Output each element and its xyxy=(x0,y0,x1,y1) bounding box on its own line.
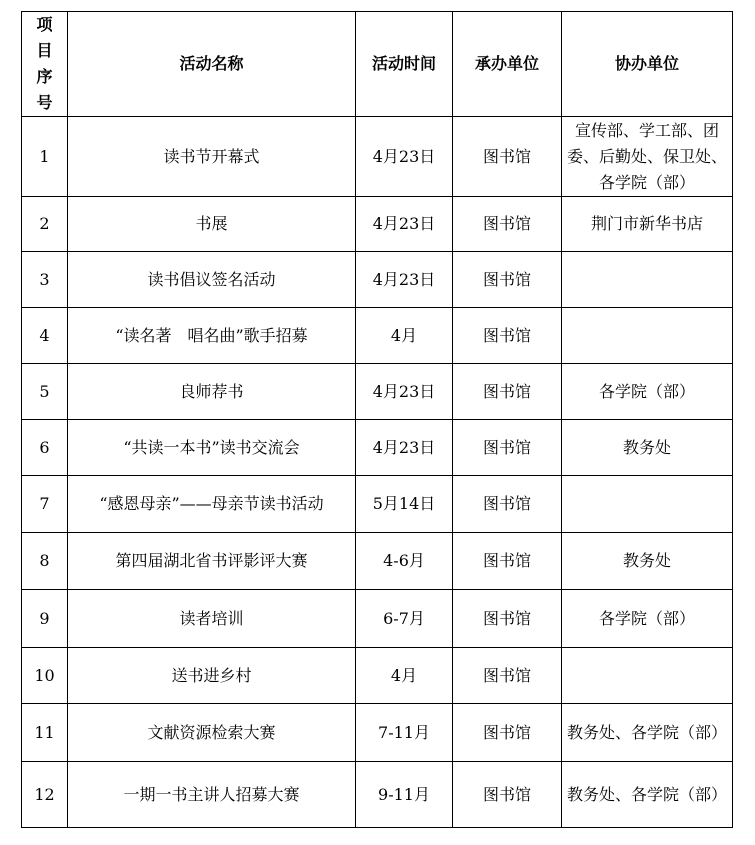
header-activity-time: 活动时间 xyxy=(356,12,453,117)
cell-activity-time: 4月23日 xyxy=(356,252,453,308)
table-row xyxy=(22,762,733,828)
activities-table xyxy=(21,11,733,828)
cell-helper-unit: 宣传部、学工部、团委、后勤处、保卫处、各学院（部） xyxy=(562,117,733,197)
table-row xyxy=(22,476,733,533)
cell-host-unit: 图书馆 xyxy=(453,420,562,476)
cell-activity-time: 9-11月 xyxy=(356,762,453,828)
cell-activity-name: “共读一本书”读书交流会 xyxy=(68,420,356,476)
cell-number: 1 xyxy=(22,117,68,197)
cell-number: 8 xyxy=(22,533,68,590)
header-item-number-char: 序 xyxy=(36,67,53,86)
header-item-number-char: 目 xyxy=(36,41,53,60)
cell-helper-unit: 各学院（部） xyxy=(562,590,733,648)
cell-activity-time: 4月23日 xyxy=(356,364,453,420)
cell-activity-name: 读书倡议签名活动 xyxy=(68,252,356,308)
cell-helper-unit: 教务处、各学院（部） xyxy=(562,762,733,828)
header-item-number-char: 项 xyxy=(36,15,53,34)
cell-activity-name: 书展 xyxy=(68,197,356,252)
cell-host-unit: 图书馆 xyxy=(453,533,562,590)
cell-helper-unit: 教务处、各学院（部） xyxy=(562,704,733,762)
header-host-unit: 承办单位 xyxy=(453,12,562,117)
cell-helper-unit: 荆门市新华书店 xyxy=(562,197,733,252)
cell-number: 5 xyxy=(22,364,68,420)
cell-activity-time: 4月23日 xyxy=(356,117,453,197)
table-row xyxy=(22,117,733,197)
cell-number: 10 xyxy=(22,648,68,704)
cell-activity-name: 第四届湖北省书评影评大赛 xyxy=(68,533,356,590)
table-row xyxy=(22,308,733,364)
table-row xyxy=(22,252,733,308)
cell-number: 11 xyxy=(22,704,68,762)
cell-helper-unit: 各学院（部） xyxy=(562,364,733,420)
cell-activity-name: “感恩母亲”——母亲节读书活动 xyxy=(68,476,356,533)
cell-activity-time: 4月 xyxy=(356,308,453,364)
cell-activity-name: 送书进乡村 xyxy=(68,648,356,704)
cell-activity-time: 5月14日 xyxy=(356,476,453,533)
cell-activity-name: 良师荐书 xyxy=(68,364,356,420)
cell-activity-name: 文献资源检索大赛 xyxy=(68,704,356,762)
cell-host-unit: 图书馆 xyxy=(453,364,562,420)
table-row xyxy=(22,590,733,648)
cell-helper-unit: 教务处 xyxy=(562,420,733,476)
cell-number: 2 xyxy=(22,197,68,252)
header-row xyxy=(22,12,733,117)
table-row xyxy=(22,704,733,762)
table-row xyxy=(22,533,733,590)
header-item-number xyxy=(22,12,68,117)
header-item-number-char: 号 xyxy=(36,93,53,112)
cell-activity-name: “读名著 唱名曲”歌手招募 xyxy=(68,308,356,364)
cell-helper-unit xyxy=(562,308,733,364)
cell-number: 4 xyxy=(22,308,68,364)
header-helper-unit: 协办单位 xyxy=(562,12,733,117)
table-row xyxy=(22,197,733,252)
cell-activity-time: 4月23日 xyxy=(356,197,453,252)
table-row xyxy=(22,648,733,704)
cell-helper-unit xyxy=(562,252,733,308)
cell-activity-time: 7-11月 xyxy=(356,704,453,762)
cell-host-unit: 图书馆 xyxy=(453,117,562,197)
cell-host-unit: 图书馆 xyxy=(453,308,562,364)
cell-number: 7 xyxy=(22,476,68,533)
table-row xyxy=(22,420,733,476)
cell-host-unit: 图书馆 xyxy=(453,476,562,533)
cell-activity-name: 读者培训 xyxy=(68,590,356,648)
cell-number: 6 xyxy=(22,420,68,476)
cell-activity-time: 4-6月 xyxy=(356,533,453,590)
cell-helper-unit xyxy=(562,648,733,704)
cell-activity-time: 4月 xyxy=(356,648,453,704)
cell-activity-time: 4月23日 xyxy=(356,420,453,476)
header-activity-name: 活动名称 xyxy=(68,12,356,117)
cell-activity-name: 读书节开幕式 xyxy=(68,117,356,197)
cell-host-unit: 图书馆 xyxy=(453,704,562,762)
cell-activity-time: 6-7月 xyxy=(356,590,453,648)
table-row xyxy=(22,364,733,420)
cell-number: 9 xyxy=(22,590,68,648)
cell-host-unit: 图书馆 xyxy=(453,590,562,648)
cell-activity-name: 一期一书主讲人招募大赛 xyxy=(68,762,356,828)
cell-host-unit: 图书馆 xyxy=(453,762,562,828)
cell-helper-unit: 教务处 xyxy=(562,533,733,590)
cell-number: 3 xyxy=(22,252,68,308)
cell-host-unit: 图书馆 xyxy=(453,197,562,252)
cell-number: 12 xyxy=(22,762,68,828)
cell-host-unit: 图书馆 xyxy=(453,252,562,308)
cell-host-unit: 图书馆 xyxy=(453,648,562,704)
cell-helper-unit xyxy=(562,476,733,533)
